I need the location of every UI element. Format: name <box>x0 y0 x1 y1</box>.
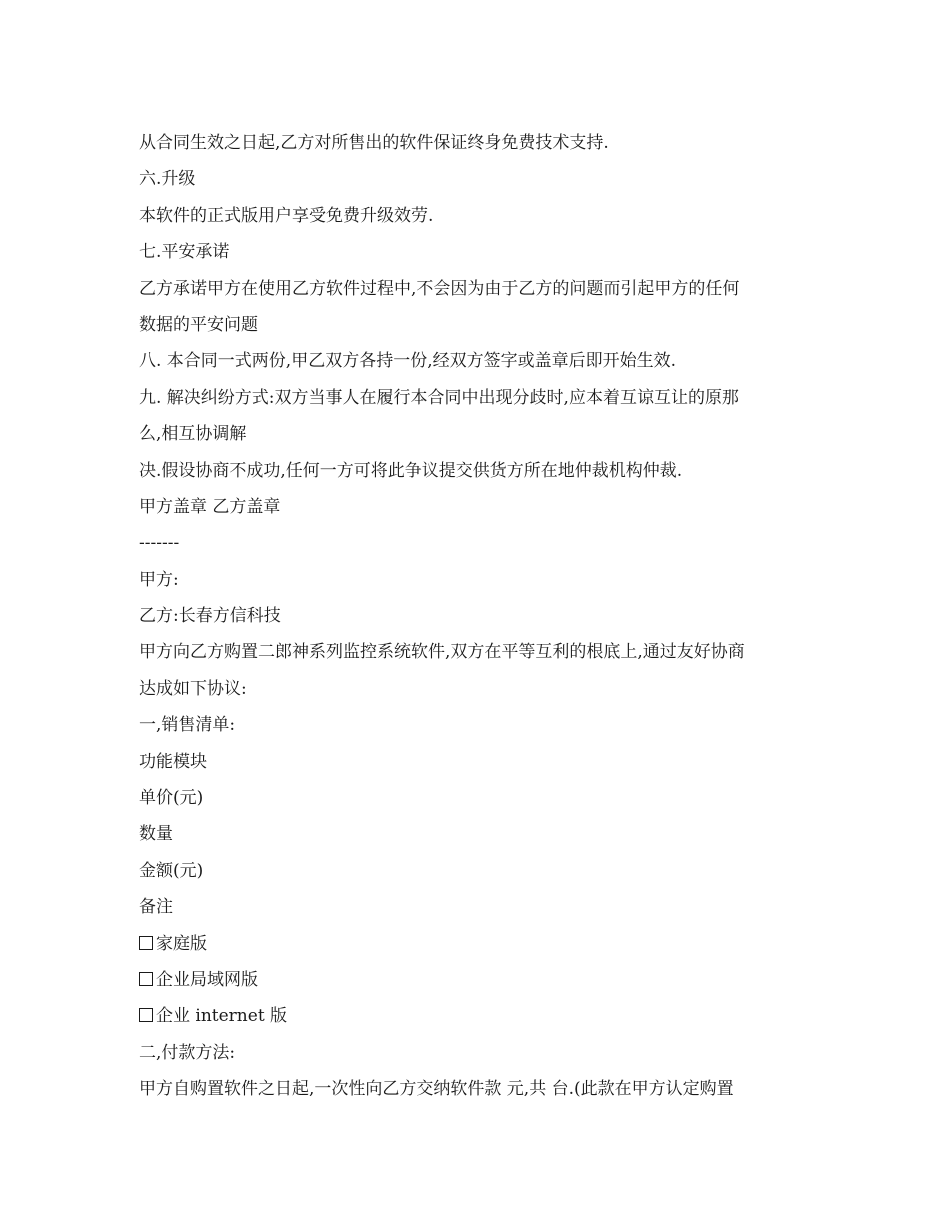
text-line: 达成如下协议: <box>139 678 247 699</box>
option-internet-edition <box>139 998 819 1034</box>
column-label-module: 功能模块 <box>139 751 207 772</box>
option-lan-edition <box>139 962 819 998</box>
document-body <box>139 125 819 1108</box>
text-line: 甲方自购置软件之日起,一次性向乙方交纳软件款 元,共 台.(此款在甲方认定购置 <box>139 1079 734 1100</box>
column-label-quantity: 数量 <box>139 824 173 845</box>
text-line: 从合同生效之日起,乙方对所售出的软件保证终身免费技术支持. <box>139 133 609 153</box>
party-b-label: 乙方:长春方信科技 <box>139 606 281 627</box>
section-heading-sales-list: 一,销售清单: <box>139 715 236 736</box>
checkbox-icon <box>139 936 153 950</box>
seal-line: 甲方盖章 乙方盖章 <box>139 496 281 517</box>
text-line: 么,相互协调解 <box>139 424 247 445</box>
clause-copies: 八. 本合同一式两份,甲乙双方各持一份,经双方签字或盖章后即开始生效. <box>139 351 677 372</box>
text-line: 乙方承诺甲方在使用乙方软件过程中,不会因为由于乙方的问题而引起甲方的任何 <box>139 278 740 299</box>
separator-line: ------- <box>139 533 180 554</box>
text-line: 甲方向乙方购置二郎神系列监控系统软件,双方在平等互利的根底上,通过友好协商 <box>139 642 745 663</box>
section-heading-upgrade: 六.升级 <box>139 169 196 190</box>
option-label: 家庭版 <box>156 933 207 954</box>
option-label: 企业局域网版 <box>156 969 258 990</box>
option-label: 企业 internet 版 <box>156 1006 288 1027</box>
checkbox-icon <box>139 1008 153 1022</box>
column-label-amount: 金额(元) <box>139 860 204 881</box>
party-a-label: 甲方: <box>139 569 179 590</box>
clause-dispute: 九. 解决纠纷方式:双方当事人在履行本合同中出现分歧时,应本着互谅互让的原那 <box>139 387 739 408</box>
section-heading-security: 七.平安承诺 <box>139 242 230 263</box>
text-line: 决.假设协商不成功,任何一方可将此争议提交供货方所在地仲裁机构仲裁. <box>139 460 683 481</box>
text-line: 本软件的正式版用户享受免费升级效劳. <box>139 205 434 226</box>
column-label-unit-price: 单价(元) <box>139 788 204 809</box>
option-home-edition <box>139 926 819 962</box>
column-label-remarks: 备注 <box>139 897 173 918</box>
section-heading-payment: 二,付款方法: <box>139 1042 236 1063</box>
checkbox-icon <box>139 972 153 986</box>
text-line: 数据的平安问题 <box>139 314 258 335</box>
